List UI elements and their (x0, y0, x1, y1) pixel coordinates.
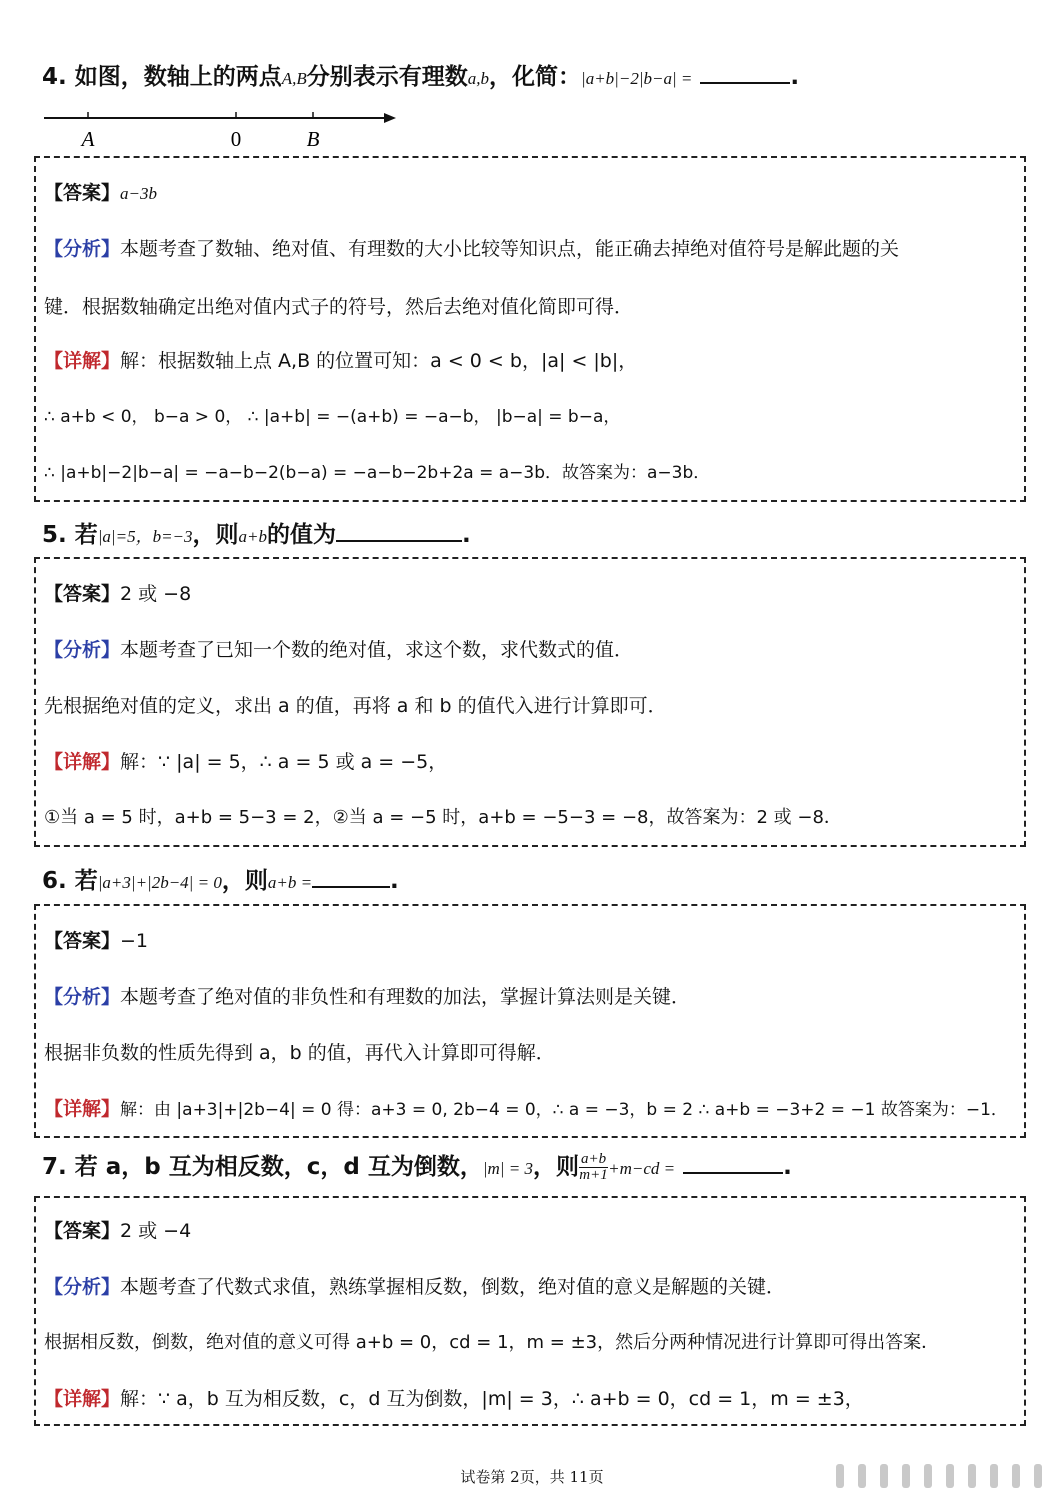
question-7-fraction (579, 1152, 608, 1183)
number-line (40, 106, 400, 152)
question-4-vars: a,b (467, 69, 490, 88)
question-4-end: . (790, 64, 800, 90)
question-7-text: 7. 若 a，b 互为相反数，c，d 互为倒数， (42, 1154, 483, 1180)
solution-box-6 (34, 904, 1026, 1138)
question-6-end: . (390, 868, 399, 894)
answer-tag: 【答案】 (44, 182, 121, 204)
analysis-text: 本题考查了绝对值的非负性和有理数的加法，掌握计算法则是关键． (120, 986, 691, 1008)
question-4-ask: ，化简： (489, 64, 582, 90)
question-7-expr: +m−cd = (608, 1159, 676, 1178)
question-6-expr: a+b = (267, 873, 313, 892)
question-6-mid: ，则 (221, 868, 268, 894)
answer-blank (312, 866, 390, 888)
answer-value: −1 (120, 930, 149, 952)
question-4-mid: 分别表示有理数 (306, 64, 468, 90)
answer-tag: 【答案】 (44, 1220, 121, 1242)
arrow-right-icon (384, 113, 396, 123)
detail-text: ∴ a+b < 0， b−a > 0， ∴ |a+b| = −(a+b) = −a−b， |b−a| = b−a， (44, 407, 621, 427)
question-5-end: . (462, 522, 471, 548)
question-4 (42, 58, 799, 91)
point-b-label: B (306, 127, 320, 151)
question-4-points: A,B (281, 69, 307, 88)
analysis-text: 键．根据数轴确定出绝对值内式子的符号，然后去绝对值化简即可得． (44, 296, 634, 318)
watermark-bars (836, 1464, 1058, 1490)
fraction-numerator: a+b (580, 1151, 607, 1167)
question-7-end: . (783, 1154, 792, 1180)
answer-value: 2 或 −4 (120, 1220, 192, 1242)
detail-text: ①当 a = 5 时，a+b = 5−3 = 2，②当 a = −5 时，a+b = −5−3 = −8，故答案为：2 或 −8． (44, 807, 842, 828)
page-footer: 试卷第 2页，共 11页 (460, 1468, 604, 1486)
question-7-mid: ，则 (532, 1154, 579, 1180)
analysis-text: 根据相反数，倒数，绝对值的意义可得 a+b = 0，cd = 1，m = ±3，然后分两种情况进行计算即可得出答案． (44, 1332, 940, 1353)
detail-text: 解：∵ a，b 互为相反数，c，d 互为倒数，|m| = 3，∴ a+b = 0，cd = 1，m = ±3， (120, 1388, 864, 1410)
fraction-denominator: m+1 (579, 1167, 608, 1183)
question-6-text: 6. 若 (42, 868, 98, 894)
zero-label: 0 (230, 127, 242, 151)
analysis-text: 本题考查了已知一个数的绝对值，求这个数，求代数式的值． (120, 639, 634, 661)
detail-tag: 【详解】 (44, 350, 121, 372)
analysis-text: 根据非负数的性质先得到 a，b 的值，再代入计算即可得解． (44, 1042, 555, 1064)
analysis-tag: 【分析】 (44, 986, 121, 1008)
answer-blank (700, 62, 790, 84)
question-4-expr: |a+b|−2|b−a| = (581, 69, 693, 88)
detail-tag: 【详解】 (44, 751, 121, 773)
detail-text: 解：∵ |a| = 5，∴ a = 5 或 a = −5， (120, 751, 448, 773)
analysis-text: 本题考查了代数式求值，熟练掌握相反数，倒数，绝对值的意义是解题的关键． (120, 1276, 786, 1298)
question-6 (42, 862, 399, 895)
solution-box-4 (34, 156, 1026, 502)
question-7 (42, 1148, 792, 1183)
detail-text: 解：根据数轴上点 A,B 的位置可知：a < 0 < b，|a| < |b|， (120, 350, 638, 372)
answer-tag: 【答案】 (44, 583, 121, 605)
question-6-cond: |a+3|+|2b−4| = 0 (97, 873, 222, 892)
analysis-tag: 【分析】 (44, 238, 121, 260)
detail-text: ∴ |a+b|−2|b−a| = −a−b−2(b−a) = −a−b−2b+2a = a−3b．故答案为：a−3b． (44, 463, 711, 483)
detail-tag: 【详解】 (44, 1098, 121, 1120)
question-4-text: 4. 如图，数轴上的两点 (42, 64, 282, 90)
solution-box-7 (34, 1196, 1026, 1426)
solution-box-5 (34, 557, 1026, 847)
question-5-ask: 的值为 (267, 522, 336, 548)
answer-blank (336, 520, 462, 542)
analysis-tag: 【分析】 (44, 1276, 121, 1298)
answer-blank (683, 1152, 783, 1174)
question-5-cond: |a|=5，b=−3 (97, 527, 193, 546)
question-5-text: 5. 若 (42, 522, 98, 548)
analysis-tag: 【分析】 (44, 639, 121, 661)
question-5-mid: ，则 (192, 522, 239, 548)
detail-tag: 【详解】 (44, 1388, 121, 1410)
question-5 (42, 516, 471, 549)
answer-value: a−3b (120, 184, 157, 203)
detail-text: 解：由 |a+3|+|2b−4| = 0 得：a+3 = 0, 2b−4 = 0，∴ a = −3，b = 2 ∴ a+b = −3+2 = −1 故答案为：−1． (120, 1100, 1008, 1120)
answer-tag: 【答案】 (44, 930, 121, 952)
analysis-text: 本题考查了数轴、绝对值、有理数的大小比较等知识点，能正确去掉绝对值符号是解此题的关 (120, 238, 900, 260)
analysis-text: 先根据绝对值的定义，求出 a 的值，再将 a 和 b 的值代入进行计算即可． (44, 695, 667, 717)
answer-value: 2 或 −8 (120, 583, 192, 605)
point-a-label: A (81, 127, 95, 151)
question-7-cond: |m| = 3 (482, 1159, 533, 1178)
question-5-expr: a+b (238, 527, 267, 546)
